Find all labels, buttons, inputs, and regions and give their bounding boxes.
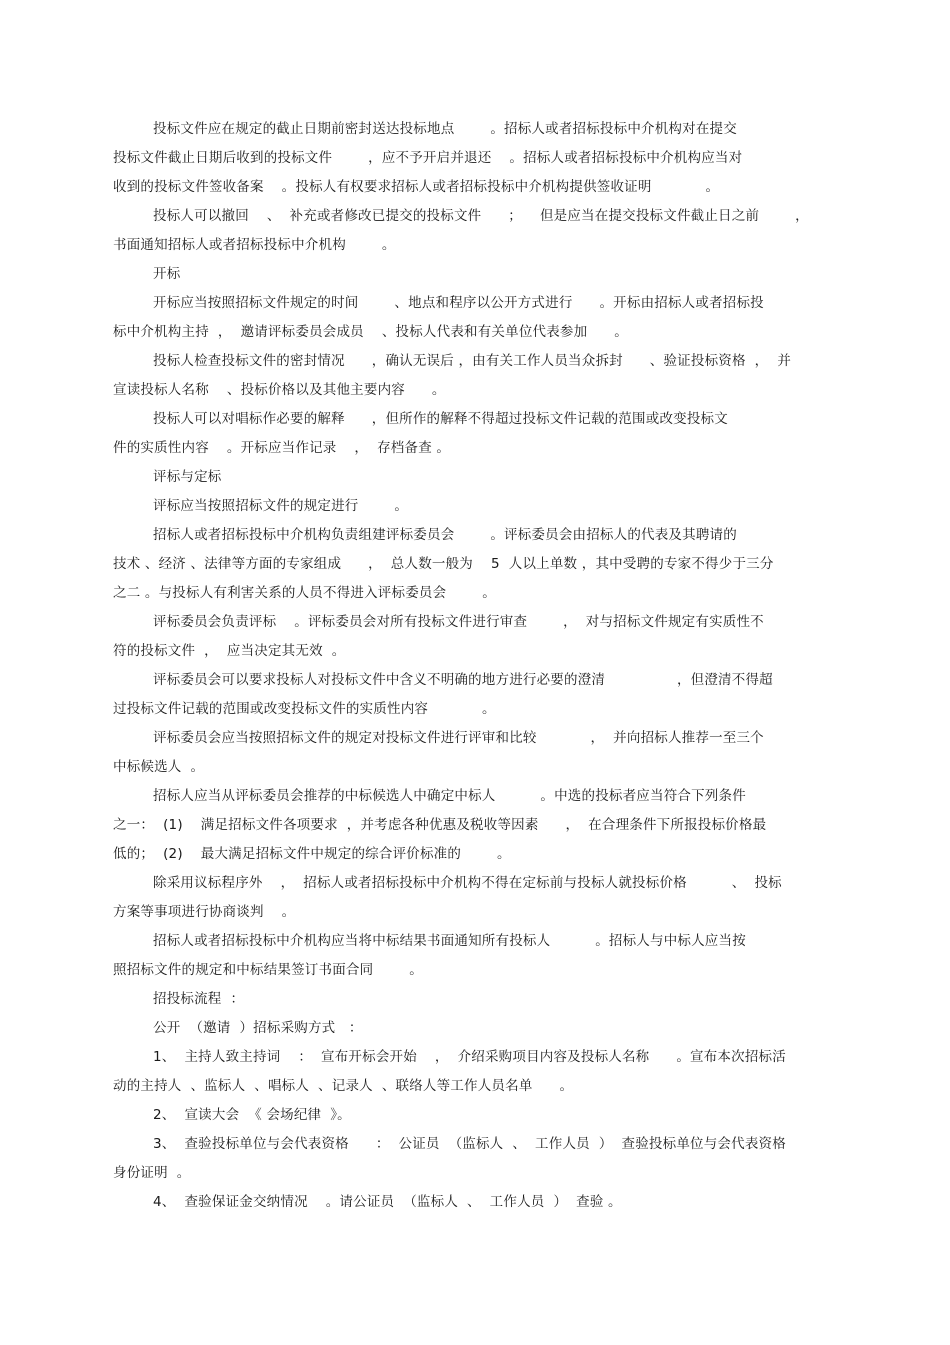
paragraph-first-line: 招投标流程 ： (153, 991, 245, 1007)
paragraph-line: 宣读投标人名称 、投标价格以及其他主要内容 。 (113, 382, 446, 398)
paragraph-first-line: 公开 （邀请 ）招标采购方式 ： (153, 1020, 363, 1036)
paragraph-first-line: 1、 主持人致主持词 ： 宣布开标会开始 ， 介绍采购项目内容及投标人名称 。宣布本次招标活 (153, 1049, 786, 1065)
paragraph-first-line: 开标应当按照招标文件规定的时间 、地点和程序以公开方式进行 。开标由招标人或者招标投 (153, 295, 764, 311)
paragraph-line: 件的实质性内容 。开标应当作记录 ， 存档备查 。 (113, 440, 451, 456)
paragraph-line: 低的； (2) 最大满足招标文件中规定的综合评价标准的 。 (113, 846, 511, 862)
paragraph-first-line: 投标人检查投标文件的密封情况 ，确认无误后 ，由有关工作人员当众拆封 、验证投标资格 ， 并 (153, 353, 792, 369)
paragraph-first-line: 招标人或者招标投标中介机构应当将中标结果书面通知所有投标人 。招标人与中标人应当按 (153, 933, 746, 949)
paragraph-first-line: 除采用议标程序外 ， 招标人或者招标投标中介机构不得在定标前与投标人就投标价格 、 投标 (153, 875, 782, 891)
paragraph-first-line: 招标人或者招标投标中介机构负责组建评标委员会 。评标委员会由招标人的代表及其聘请的 (153, 527, 737, 543)
paragraph-first-line: 评标委员会应当按照招标文件的规定对投标文件进行评审和比较 ， 并向招标人推荐一至三个 (153, 730, 764, 746)
paragraph-line: 技术 、经济 、法律等方面的专家组成 ， 总人数一般为 5 人以上单数 ，其中受聘的专家不得少于三分 (113, 556, 774, 572)
paragraph-first-line: 投标文件应在规定的截止日期前密封送达投标地点 。招标人或者招标投标中介机构对在提交 (153, 121, 737, 137)
paragraph-first-line: 评标委员会可以要求投标人对投标文件中含义不明确的地方进行必要的澄清 ，但澄清不得超 (153, 672, 773, 688)
paragraph-first-line: 评标与定标 (153, 469, 222, 485)
paragraph-line: 中标候选人 。 (113, 759, 205, 775)
paragraph-line: 投标文件截止日期后收到的投标文件 ，应不予开启并退还 。招标人或者招标投标中介机构应当对 (113, 150, 743, 166)
paragraph-line: 照招标文件的规定和中标结果签订书面合同 。 (113, 962, 423, 978)
paragraph-first-line: 招标人应当从评标委员会推荐的中标候选人中确定中标人 。中选的投标者应当符合下列条件 (153, 788, 746, 804)
paragraph-line: 之二 。与投标人有利害关系的人员不得进入评标委员会 。 (113, 585, 496, 601)
paragraph-first-line: 2、 宣读大会 《 会场纪律 》。 (153, 1107, 351, 1123)
paragraph-line: 身份证明 。 (113, 1165, 191, 1181)
paragraph-line: 标中介机构主持 ， 邀请评标委员会成员 、投标人代表和有关单位代表参加 。 (113, 324, 628, 340)
paragraph-first-line: 评标应当按照招标文件的规定进行 。 (153, 498, 409, 514)
paragraph-line: 书面通知招标人或者招标投标中介机构 。 (113, 237, 396, 253)
paragraph-first-line: 3、 查验投标单位与会代表资格 ： 公证员 （监标人 、 工作人员 ） 查验投标单位与会代表资格 (153, 1136, 786, 1152)
paragraph-first-line: 投标人可以对唱标作必要的解释 ，但所作的解释不得超过投标文件记载的范围或改变投标文 (153, 411, 728, 427)
paragraph-first-line: 评标委员会负责评标 。评标委员会对所有投标文件进行审查 ， 对与招标文件规定有实质性不 (153, 614, 764, 630)
paragraph-first-line: 开标 (153, 266, 181, 282)
paragraph-line: 过投标文件记载的范围或改变投标文件的实质性内容 。 (113, 701, 496, 717)
paragraph-line: 之一： (1) 满足招标文件各项要求 ，并考虑各种优惠及税收等因素 ， 在合理条件下所报投标价格最 (113, 817, 767, 833)
paragraph-first-line: 4、 查验保证金交纳情况 。请公证员 （监标人 、 工作人员 ） 查验 。 (153, 1194, 622, 1210)
paragraph-line: 方案等事项进行协商谈判 。 (113, 904, 296, 920)
paragraph-line: 收到的投标文件签收备案 。投标人有权要求招标人或者招标投标中介机构提供签收证明 。 (113, 179, 720, 195)
paragraph-line: 动的主持人 、监标人 、唱标人 、记录人 、联络人等工作人员名单 。 (113, 1078, 574, 1094)
paragraph-first-line: 投标人可以撤回 、 补充或者修改已提交的投标文件 ； 但是应当在提交投标文件截止日之前 ， (153, 208, 809, 224)
paragraph-line: 符的投标文件 ， 应当决定其无效 。 (113, 643, 346, 659)
